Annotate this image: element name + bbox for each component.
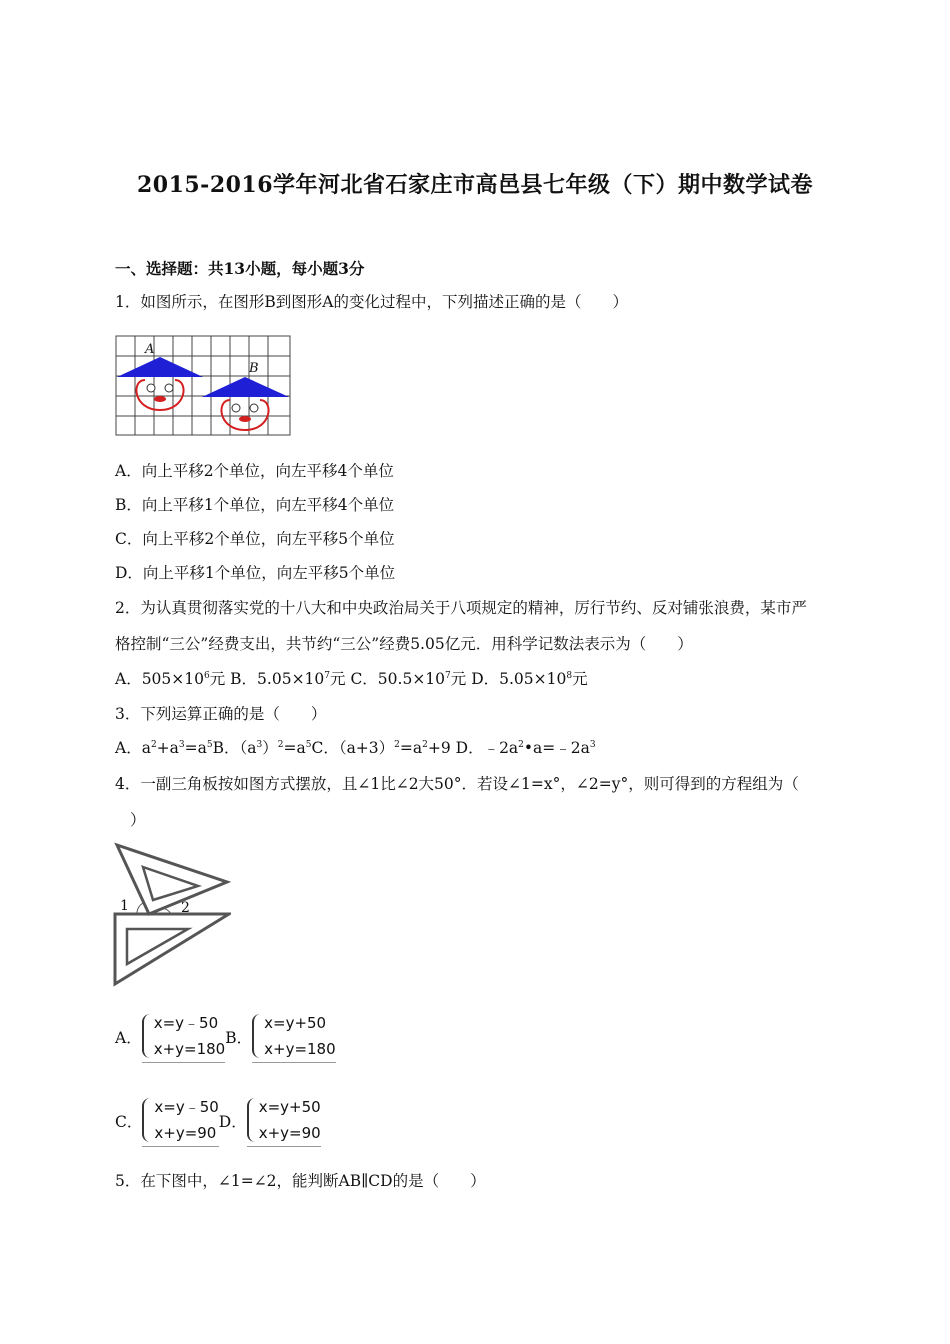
section-heading: 一、选择题：共13小题，每小题3分 bbox=[115, 259, 365, 278]
option-c-label: C． bbox=[115, 1112, 143, 1131]
question-2-options: A．$505\times 10^6$元 B．$5.05\times 10^7$元 C．$50.5\times 10^7$元 D．$5.05\times 10^8$元 bbox=[115, 670, 588, 688]
question-3-options: A．$a^2+a^3=a^5B$．$(a^3)^2=a^5C$．$(a+3)^2=a^2+9$ D．$﹣2a^2•a=﹣2a^3$ bbox=[115, 739, 596, 757]
figure-a bbox=[117, 342, 203, 410]
grid-translation-figure bbox=[115, 335, 293, 438]
question-3-stem: 3．下列运算正确的是（ ） bbox=[115, 705, 327, 723]
question-1-option-d: D．向上平移1个单位，向左平移5个单位 bbox=[115, 564, 396, 582]
angle-2-label: 2 bbox=[181, 900, 190, 916]
page-title: 2015-2016学年河北省石家庄市高邑县七年级（下）期中数学试卷 bbox=[136, 172, 814, 198]
question-1-option-b: B．向上平移1个单位，向左平移4个单位 bbox=[115, 496, 395, 514]
question-4-options-cd bbox=[115, 1094, 321, 1147]
option-c-system: x=y﹣50 x+y=90 bbox=[142, 1094, 218, 1147]
question-4-stem-line2: ） bbox=[130, 811, 146, 829]
figure-b bbox=[202, 361, 289, 430]
question-1-option-a: A．向上平移2个单位，向左平移4个单位 bbox=[115, 462, 394, 480]
question-1-option-c: C．向上平移2个单位，向左平移5个单位 bbox=[115, 530, 395, 548]
question-5-stem: 5．在下图中，∠1=∠2，能判断AB∥CD的是（ ） bbox=[115, 1172, 486, 1190]
figure-b-label: B bbox=[249, 361, 259, 376]
angle-1-label: 1 bbox=[120, 898, 129, 914]
upper-set-square bbox=[117, 845, 227, 914]
figure-a-label: A bbox=[145, 342, 155, 357]
option-d-label: D． bbox=[218, 1112, 247, 1131]
option-a-system: x=y﹣50 x+y=180 bbox=[142, 1010, 226, 1063]
option-b-label: B． bbox=[225, 1028, 253, 1047]
lower-set-square bbox=[115, 914, 229, 984]
option-d-system: x=y+50 x+y=90 bbox=[247, 1094, 321, 1147]
option-a-label: A． bbox=[115, 1028, 142, 1047]
question-1-stem: 1．如图所示，在图形B到图形A的变化过程中，下列描述正确的是（ ） bbox=[115, 293, 628, 311]
question-4-stem-line1: 4．一副三角板按如图方式摆放，且∠1比∠2大50°．若设∠1=x°，∠2=y°，则可得到的方程组为（ bbox=[115, 775, 799, 793]
option-b-system: x=y+50 x+y=180 bbox=[252, 1010, 336, 1063]
question-2-stem-line2: 格控制“三公”经费支出，共节约“三公”经费5.05亿元．用科学记数法表示为（ ） bbox=[115, 635, 693, 653]
question-2-stem-line1: 2．为认真贯彻落实党的十八大和中央政治局关于八项规定的精神，厉行节约、反对铺张浪费，某市严 bbox=[115, 599, 807, 617]
question-4-options-ab bbox=[115, 1010, 336, 1063]
triangle-rulers-figure bbox=[113, 842, 231, 987]
